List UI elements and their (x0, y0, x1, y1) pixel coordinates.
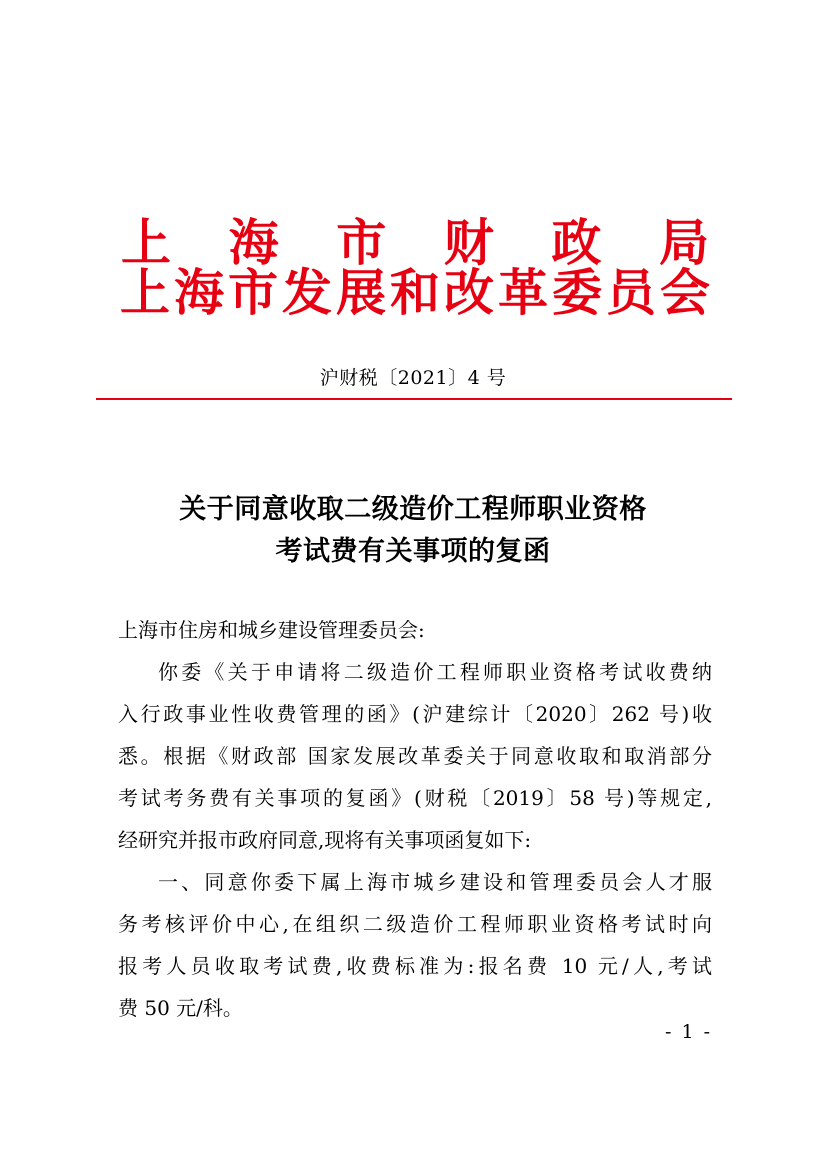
body-paragraph-line: 费 50 元/科。 (118, 996, 243, 1020)
header-char: 市 (336, 213, 387, 272)
header-char: 上 (121, 213, 171, 272)
header-char: 员 (606, 263, 656, 322)
red-divider-line (96, 398, 732, 400)
issuer-name-development-reform-commission (118, 262, 712, 324)
document-number: 沪财税〔2021〕4 号 (319, 367, 507, 389)
document-title-line-1: 关于同意收取二级造价工程师职业资格 (179, 494, 647, 525)
document-title-line-2: 考试费有关事项的复函 (275, 536, 551, 567)
header-char: 改 (444, 263, 494, 322)
body-paragraph-line: 经研究并报市政府同意,现将有关事项函复如下: (118, 828, 532, 852)
header-char: 政 (551, 213, 602, 272)
header-char: 局 (658, 213, 709, 272)
page-number: - 1 - (664, 1021, 712, 1043)
header-char: 展 (336, 263, 386, 322)
header-char: 市 (228, 263, 278, 322)
header-char: 和 (390, 263, 440, 322)
header-char: 上 (120, 263, 170, 322)
header-char: 海 (174, 263, 224, 322)
recipient-line: 上海市住房和城乡建设管理委员会: (118, 618, 425, 642)
header-char: 委 (552, 263, 602, 322)
body-paragraph-line: 一、同意你委下属上海市城乡建设和管理委员会人才服 (158, 870, 712, 894)
header-char: 革 (498, 263, 548, 322)
body-paragraph-line: 务考核评价中心,在组织二级造价工程师职业资格考试时向 (118, 912, 712, 936)
header-char: 会 (660, 263, 710, 322)
header-char: 海 (228, 213, 279, 272)
header-char: 发 (282, 263, 332, 322)
body-paragraph-line: 入行政事业性收费管理的函》(沪建综计〔2020〕262 号)收 (118, 702, 712, 726)
body-paragraph-line: 悉。根据《财政部 国家发展改革委关于同意收取和取消部分 (118, 744, 712, 768)
body-paragraph-line: 你委《关于申请将二级造价工程师职业资格考试收费纳 (158, 660, 712, 684)
body-paragraph-line: 报考人员收取考试费,收费标准为:报名费 10 元/人,考试 (118, 954, 712, 978)
header-char: 财 (443, 213, 494, 272)
body-paragraph-line: 考试考务费有关事项的复函》(财税〔2019〕58 号)等规定, (118, 786, 712, 810)
